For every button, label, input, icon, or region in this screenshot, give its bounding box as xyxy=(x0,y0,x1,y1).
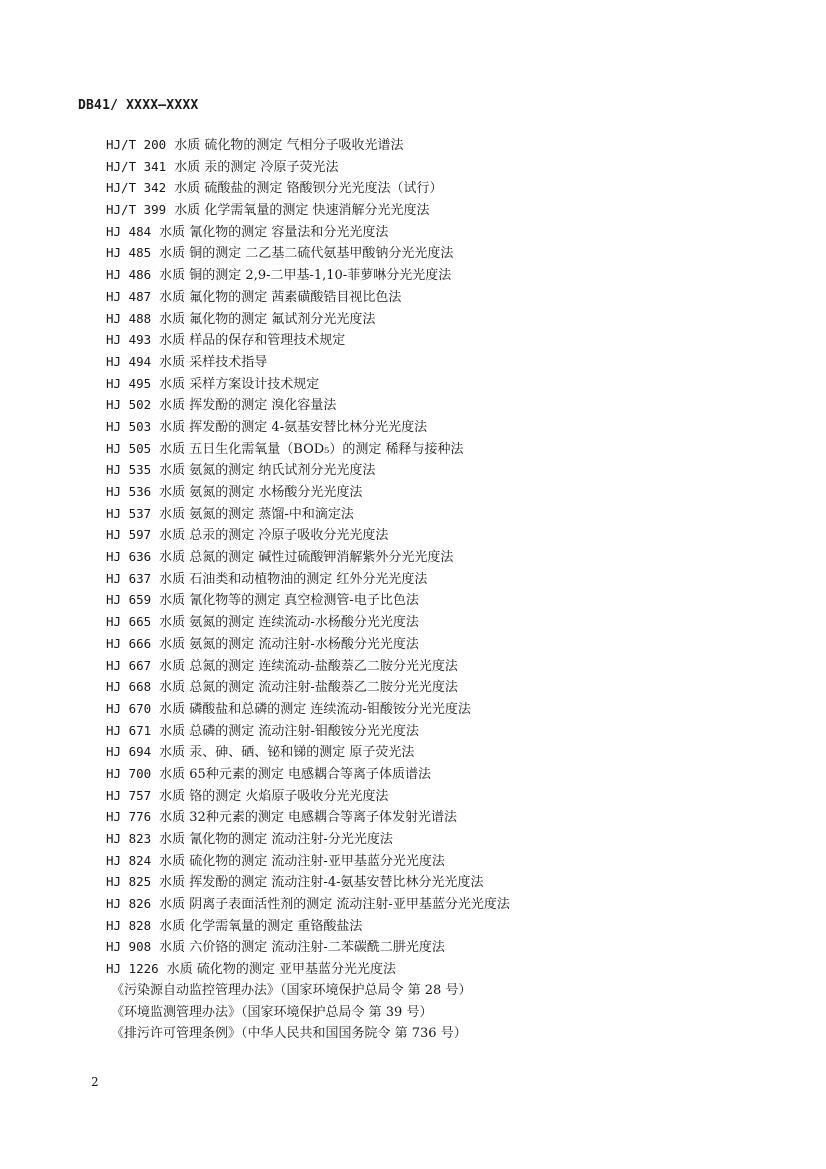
reference-code: HJ 666 xyxy=(106,635,152,651)
reference-code: HJ 494 xyxy=(106,353,152,369)
reference-item xyxy=(106,936,510,958)
reference-code: HJ 671 xyxy=(106,722,152,738)
reference-title: 水质 32种元素的测定 电感耦合等离子体发射光谱法 xyxy=(159,810,457,826)
reference-title: 水质 化学需氧量的测定 重铬酸盐法 xyxy=(159,918,363,934)
reference-title: 水质 五日生化需氧量（BOD₅）的测定 稀释与接种法 xyxy=(159,441,464,457)
reference-item xyxy=(106,871,510,893)
reference-item xyxy=(106,806,510,828)
reference-title: 水质 样品的保存和管理技术规定 xyxy=(159,333,346,349)
reference-title: 水质 氰化物的测定 流动注射-分光光度法 xyxy=(159,832,393,847)
reference-title: 水质 挥发酚的测定 流动注射-4-氨基安替比林分光光度法 xyxy=(159,875,484,891)
reference-title: 水质 硫酸盐的测定 铬酸钡分光光度法（试行） xyxy=(174,181,443,197)
reference-code: HJ 484 xyxy=(106,223,152,239)
reference-item xyxy=(106,915,510,937)
regulation-item: 《排污许可管理条例》（中华人民共和国国务院令 第 736 号） xyxy=(111,1026,467,1042)
reference-item xyxy=(106,524,510,546)
reference-item xyxy=(106,264,510,286)
reference-title: 水质 石油类和动植物油的测定 红外分光光度法 xyxy=(159,571,428,587)
reference-code: HJ 668 xyxy=(106,679,152,695)
reference-code: HJ 825 xyxy=(106,874,152,890)
reference-code: HJ/T 200 xyxy=(106,137,167,152)
reference-code: HJ 636 xyxy=(106,549,152,565)
reference-code: HJ 637 xyxy=(106,570,152,586)
reference-item xyxy=(106,741,510,763)
reference-code: HJ 665 xyxy=(106,614,152,630)
reference-item xyxy=(106,546,510,568)
reference-title: 水质 总氮的测定 连续流动-盐酸萘乙二胺分光光度法 xyxy=(159,658,458,674)
reference-title: 水质 氨氮的测定 蒸馏-中和滴定法 xyxy=(159,506,354,522)
reference-item xyxy=(106,416,510,438)
reference-item xyxy=(106,221,510,243)
reference-item xyxy=(106,850,510,872)
reference-title: 水质 六价铬的测定 流动注射-二苯碳酰二肼光度法 xyxy=(159,940,445,956)
reference-code: HJ 694 xyxy=(106,744,152,760)
reference-item xyxy=(106,177,510,199)
reference-title: 水质 挥发酚的测定 4-氨基安替比林分光光度法 xyxy=(159,419,428,435)
reference-code: HJ 908 xyxy=(106,939,152,955)
reference-item xyxy=(106,373,510,395)
reference-code: HJ 823 xyxy=(106,831,152,846)
reference-title: 水质 磷酸盐和总磷的测定 连续流动-钼酸铵分光光度法 xyxy=(159,701,471,717)
reference-code: HJ 503 xyxy=(106,418,152,434)
reference-item xyxy=(106,958,510,980)
reference-title: 水质 总汞的测定 冷原子吸收分光光度法 xyxy=(159,528,389,544)
reference-item xyxy=(106,394,510,416)
reference-code: HJ 597 xyxy=(106,527,152,543)
reference-item xyxy=(106,785,510,807)
reference-item xyxy=(106,459,510,481)
reference-code: HJ 828 xyxy=(106,917,152,933)
reference-code: HJ 502 xyxy=(106,397,152,413)
reference-item xyxy=(106,156,510,178)
reference-item xyxy=(106,481,510,503)
reference-item xyxy=(106,286,510,308)
reference-title: 水质 硫化物的测定 气相分子吸收光谱法 xyxy=(174,138,404,153)
reference-code: HJ 776 xyxy=(106,809,152,825)
reference-code: HJ 486 xyxy=(106,267,152,283)
reference-item xyxy=(106,655,510,677)
reference-code: HJ 505 xyxy=(106,440,152,456)
regulations-list xyxy=(111,980,471,1045)
reference-item xyxy=(106,893,510,915)
reference-code: HJ 535 xyxy=(106,462,152,478)
reference-title: 水质 总氮的测定 碱性过硫酸钾消解紫外分光光度法 xyxy=(159,550,454,566)
reference-item xyxy=(106,611,510,633)
reference-code: HJ 1226 xyxy=(106,961,159,977)
reference-item xyxy=(106,763,510,785)
reference-item xyxy=(106,351,510,373)
reference-title: 水质 硫化物的测定 亚甲基蓝分光光度法 xyxy=(166,962,396,978)
reference-code: HJ 757 xyxy=(106,787,152,803)
reference-title: 水质 氰化物等的测定 真空检测管-电子比色法 xyxy=(159,593,419,609)
reference-title: 水质 采样方案设计技术规定 xyxy=(159,376,320,392)
reference-item xyxy=(106,308,510,330)
reference-item xyxy=(106,134,510,156)
reference-title: 水质 总磷的测定 流动注射-钼酸铵分光光度法 xyxy=(159,723,419,739)
reference-item xyxy=(106,568,510,590)
reference-title: 水质 氨氮的测定 纳氏试剂分光光度法 xyxy=(159,463,376,479)
reference-title: 水质 汞的测定 冷原子荧光法 xyxy=(174,159,339,175)
reference-title: 水质 挥发酚的测定 溴化容量法 xyxy=(159,398,337,414)
reference-item xyxy=(106,503,510,525)
reference-code: HJ 485 xyxy=(106,245,152,261)
reference-code: HJ 488 xyxy=(106,310,152,326)
reference-title: 水质 氟化物的测定 茜素磺酸锆目视比色法 xyxy=(159,289,402,305)
reference-code: HJ 493 xyxy=(106,332,152,348)
reference-title: 水质 氰化物的测定 容量法和分光光度法 xyxy=(159,224,389,240)
reference-title: 水质 65种元素的测定 电感耦合等离子体质谱法 xyxy=(159,766,431,782)
reference-code: HJ 824 xyxy=(106,852,152,868)
reference-code: HJ 536 xyxy=(106,484,152,499)
reference-code: HJ 659 xyxy=(106,592,152,608)
reference-item xyxy=(106,589,510,611)
reference-code: HJ 700 xyxy=(106,765,152,781)
reference-code: HJ/T 399 xyxy=(106,202,167,218)
reference-title: 水质 采样技术指导 xyxy=(159,354,268,370)
reference-code: HJ 537 xyxy=(106,505,152,521)
reference-item xyxy=(106,676,510,698)
normative-references-list xyxy=(106,134,510,980)
reference-title: 水质 硫化物的测定 流动注射-亚甲基蓝分光光度法 xyxy=(159,853,445,869)
reference-title: 水质 铜的测定 二乙基二硫代氨基甲酸钠分光光度法 xyxy=(159,246,454,262)
reference-item xyxy=(106,242,510,264)
reference-title: 水质 氟化物的测定 氟试剂分光光度法 xyxy=(159,311,376,327)
reference-title: 水质 氨氮的测定 水杨酸分光光度法 xyxy=(159,485,363,500)
reference-title: 水质 氨氮的测定 流动注射-水杨酸分光光度法 xyxy=(159,636,419,652)
reference-code: HJ/T 341 xyxy=(106,158,167,174)
reference-item xyxy=(106,698,510,720)
reference-item xyxy=(106,828,510,850)
reference-item xyxy=(106,329,510,351)
reference-title: 水质 阴离子表面活性剂的测定 流动注射-亚甲基蓝分光光度法 xyxy=(159,897,510,913)
reference-code: HJ/T 342 xyxy=(106,180,167,196)
reference-code: HJ 826 xyxy=(106,896,152,912)
reference-item xyxy=(106,720,510,742)
reference-item xyxy=(106,633,510,655)
reference-title: 水质 化学需氧量的测定 快速消解分光光度法 xyxy=(174,203,430,219)
reference-item xyxy=(106,199,510,221)
reference-item xyxy=(106,438,510,460)
page-number: 2 xyxy=(91,1075,99,1089)
reference-code: HJ 667 xyxy=(106,657,152,673)
reference-title: 水质 汞、砷、硒、铋和锑的测定 原子荧光法 xyxy=(159,745,415,761)
reference-title: 水质 总氮的测定 流动注射-盐酸萘乙二胺分光光度法 xyxy=(159,680,458,696)
reference-title: 水质 铬的测定 火焰原子吸收分光光度法 xyxy=(159,788,389,804)
reference-title: 水质 氨氮的测定 连续流动-水杨酸分光光度法 xyxy=(159,615,419,631)
reference-title: 水质 铜的测定 2,9-二甲基-1,10-菲萝啉分光光度法 xyxy=(159,268,452,284)
reference-code: HJ 495 xyxy=(106,375,152,391)
reference-code: HJ 670 xyxy=(106,700,152,716)
reference-code: HJ 487 xyxy=(106,288,152,304)
document-code-header: DB41/ XXXX—XXXX xyxy=(78,98,199,113)
regulation-item: 《环境监测管理办法》（国家环境保护总局令 第 39 号） xyxy=(111,1004,433,1020)
regulation-item: 《污染源自动监控管理办法》（国家环境保护总局令 第 28 号） xyxy=(111,983,472,998)
